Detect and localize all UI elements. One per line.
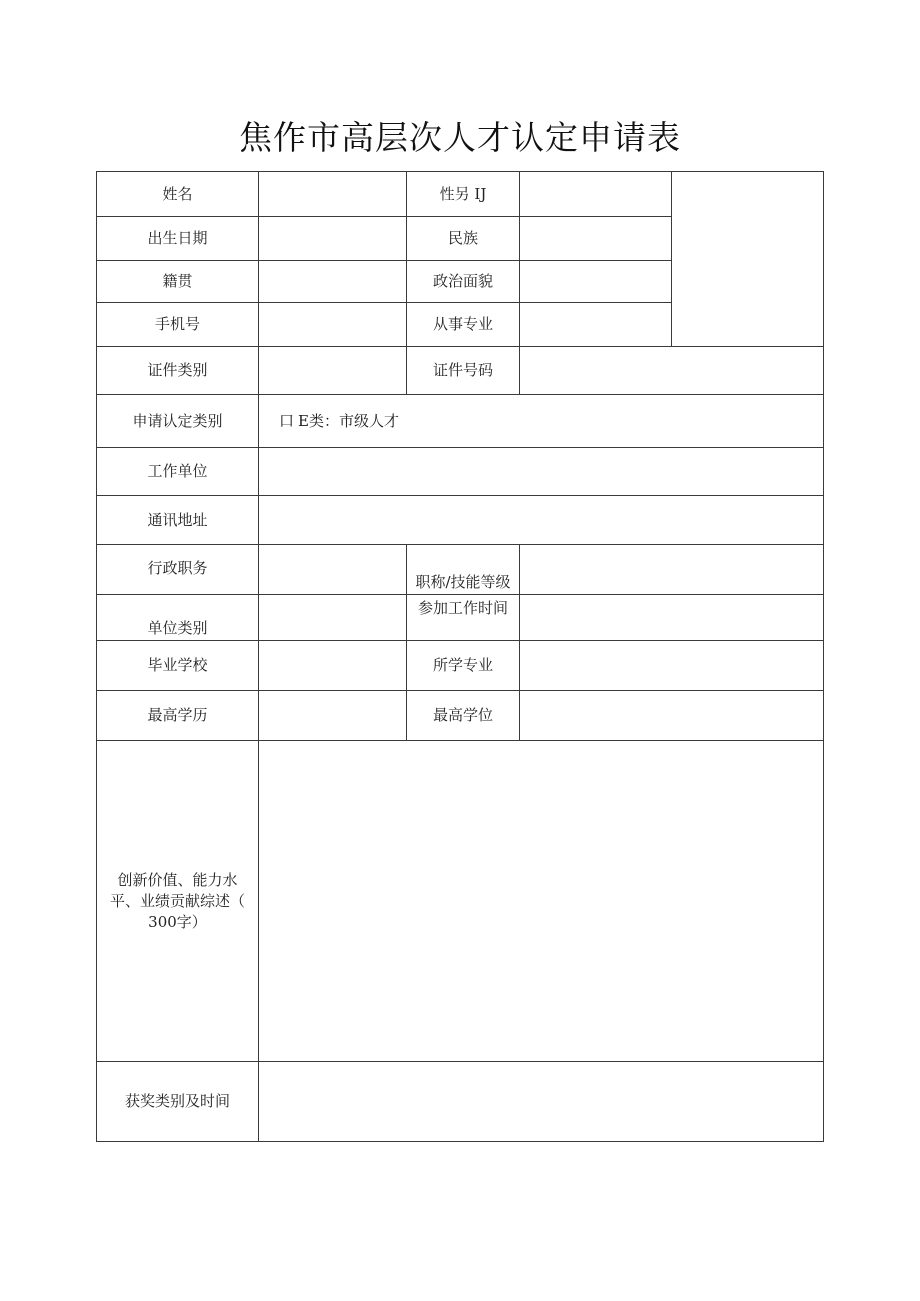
- application-form: [96, 171, 824, 1142]
- innovation-summary-label: [96, 740, 259, 1062]
- unit-type-field[interactable]: [258, 594, 407, 641]
- birth-date-label: 出生日期: [96, 216, 259, 261]
- highest-edu-label: 最高学历: [96, 690, 259, 741]
- innovation-summary-field[interactable]: [258, 740, 824, 1062]
- awards-field[interactable]: [258, 1061, 824, 1142]
- admin-position-field[interactable]: [258, 544, 407, 595]
- innovation-label-line2: 平、业绩贡献综述（: [109, 891, 245, 910]
- school-field[interactable]: [258, 640, 407, 691]
- highest-degree-field[interactable]: [519, 690, 824, 741]
- major-label: 所学专业: [406, 640, 520, 691]
- school-label: 毕业学校: [96, 640, 259, 691]
- address-field[interactable]: [258, 495, 824, 545]
- id-number-field[interactable]: [519, 346, 824, 395]
- ethnicity-field[interactable]: [519, 216, 672, 261]
- phone-field[interactable]: [258, 302, 407, 347]
- employer-field[interactable]: [258, 447, 824, 496]
- native-place-field[interactable]: [258, 260, 407, 303]
- innovation-label-line3: 300字）: [148, 912, 207, 931]
- political-status-label: 政治面貌: [406, 260, 520, 303]
- gender-label: 性另 IJ: [406, 171, 520, 217]
- id-type-label: 证件类别: [96, 346, 259, 395]
- gender-field[interactable]: [519, 171, 672, 217]
- admin-position-label: 行政职务: [96, 544, 259, 595]
- profession-label: 从事专业: [406, 302, 520, 347]
- apply-category-field[interactable]: [258, 394, 824, 448]
- political-status-field[interactable]: [519, 260, 672, 303]
- address-label: 通讯地址: [96, 495, 259, 545]
- major-field[interactable]: [519, 640, 824, 691]
- ethnicity-label: 民族: [406, 216, 520, 261]
- id-type-field[interactable]: [258, 346, 407, 395]
- id-number-label: 证件号码: [406, 346, 520, 395]
- native-place-label: 籍贯: [96, 260, 259, 303]
- category-checkbox[interactable]: 口: [279, 411, 295, 430]
- work-start-field[interactable]: [519, 594, 824, 641]
- category-option-text: E类：市级人才: [298, 411, 399, 430]
- highest-edu-field[interactable]: [258, 690, 407, 741]
- unit-type-label: 单位类别: [96, 594, 259, 641]
- title-skill-label: 职称/技能等级: [406, 544, 520, 595]
- innovation-label-line1: 创新价值、能力水: [117, 870, 238, 889]
- profession-field[interactable]: [519, 302, 672, 347]
- work-start-label: 参加工作时间: [406, 594, 520, 641]
- photo-box[interactable]: [671, 171, 824, 347]
- page-title: 焦作市高层次人才认定申请表: [239, 118, 681, 157]
- highest-degree-label: 最高学位: [406, 690, 520, 741]
- awards-label: 获奖类别及时间: [96, 1061, 259, 1142]
- name-field[interactable]: [258, 171, 407, 217]
- employer-label: 工作单位: [96, 447, 259, 496]
- title-skill-field[interactable]: [519, 544, 824, 595]
- apply-category-label: 申请认定类别: [96, 394, 259, 448]
- name-label: 姓名: [96, 171, 259, 217]
- birth-date-field[interactable]: [258, 216, 407, 261]
- phone-label: 手机号: [96, 302, 259, 347]
